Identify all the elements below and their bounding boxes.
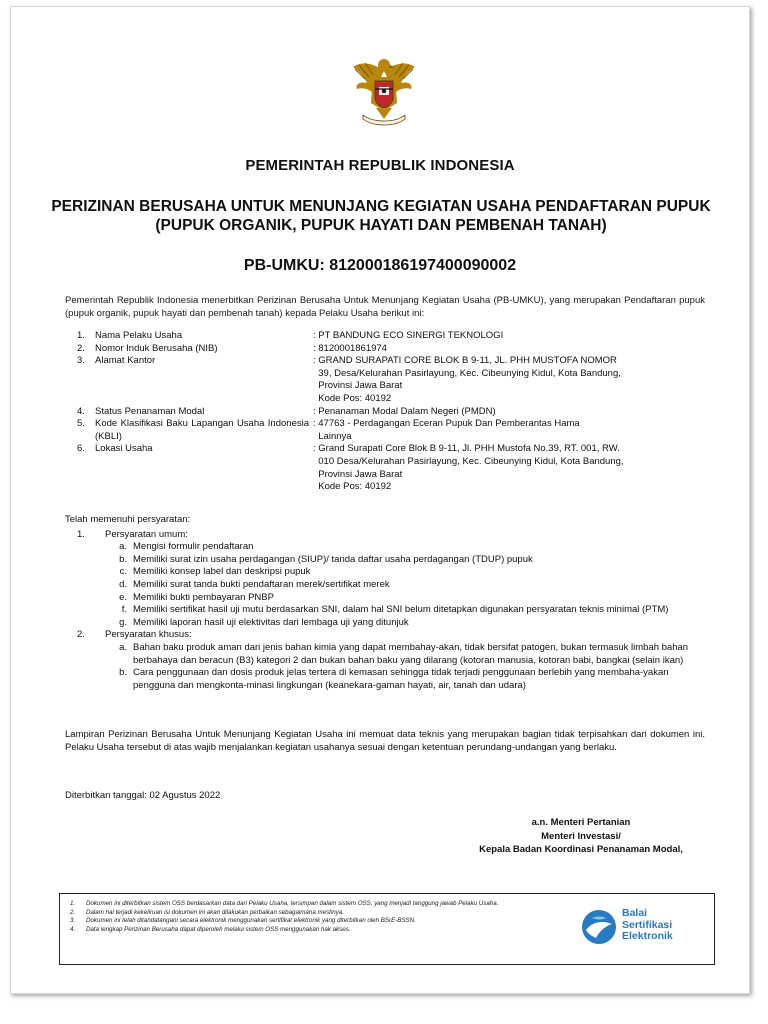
- footer-note: [70, 917, 550, 926]
- field-row: [65, 343, 705, 356]
- requirement-item: [115, 554, 705, 567]
- field-label: Alamat Kantor: [95, 355, 156, 367]
- closing-paragraph: Lampiran Perizinan Berusaha Untuk Menunjang Kegiatan Usaha ini memuat data teknis yang merupakan bagian tidak terpisahkan dari dokumen ini. Pelaku Usaha tersebut di atas wajib menjalankan kegiatan usahanya sesuai dengan ketentuan perundang-undangan yang berlaku.: [65, 729, 705, 753]
- note-number: 4.: [70, 925, 76, 933]
- field-value-line: 010 Desa/Kelurahan Pasirlayung, Kec. Cibeunying Kidul, Kota Bandung,: [313, 455, 624, 467]
- field-row: [65, 330, 705, 343]
- intro-paragraph: Pemerintah Republik Indonesia menerbitkan Perizinan Berusaha Untuk Menunjang Kegiatan Usaha (PB-UMKU), yang merupakan Pendaftaran pupuk (pupuk organik, pupuk hayati dan pembenah tanah) kepada Pelaku Usaha berikut ini:: [65, 295, 705, 319]
- requirement-group: [65, 629, 705, 692]
- field-label: Nama Pelaku Usaha: [95, 330, 183, 341]
- field-value: [313, 330, 705, 343]
- logo-line: Sertifikasi: [622, 918, 673, 931]
- footer-note: [70, 900, 550, 909]
- field-number: 1.: [77, 330, 85, 341]
- globe-icon: [580, 908, 618, 946]
- signature-line-3: Kepala Badan Koordinasi Penanaman Modal,: [479, 844, 683, 855]
- requirement-group-body: [95, 529, 705, 630]
- requirement-item: [115, 566, 705, 579]
- field-number: 5.: [77, 418, 85, 430]
- document-title: PERIZINAN BERUSAHA UNTUK MENUNJANG KEGIATAN USAHA PENDAFTARAN PUPUK (PUPUK ORGANIK, PUPUK HAYATI DAN PEMBENAH TANAH): [51, 198, 711, 234]
- requirement-item: [115, 592, 705, 605]
- item-text: Memiliki konsep label dan deskripsi pupuk: [133, 566, 311, 578]
- item-text: Memiliki surat izin usaha perdagangan (SIUP)/ tanda daftar usaha perdagangan (TDUP) pupuk: [133, 553, 533, 565]
- field-number: 4.: [77, 405, 85, 417]
- requirement-item: [115, 642, 705, 667]
- bsre-logo: [580, 906, 700, 952]
- field-value: [313, 443, 705, 493]
- field-value-line: 39, Desa/Kelurahan Pasirlayung, Kec. Cibeunying Kidul, Kota Bandung,: [313, 367, 621, 379]
- field-value-line: Provinsi Jawa Barat: [313, 468, 403, 480]
- field-value-line: : 47763 - Perdagangan Eceran Pupuk Dan Pemberantas Hama: [313, 418, 580, 430]
- note-text: Dokumen ini telah ditandatangani secara elektronik menggunakan sertifikat elektronik yang diterbitkan oleh BSrE-BSSN.: [86, 917, 416, 925]
- requirement-group-body: [95, 629, 705, 692]
- item-letter: d.: [119, 578, 127, 590]
- logo-line: Balai: [622, 907, 648, 919]
- field-number: 2.: [77, 342, 85, 354]
- field-value: [313, 418, 705, 443]
- item-letter: b.: [119, 553, 127, 565]
- field-value-line: Kode Pos: 40192: [313, 392, 392, 404]
- issue-date: Diterbitkan tanggal: 02 Agustus 2022: [65, 790, 221, 801]
- item-text: Memiliki bukti pembayaran PNBP: [133, 591, 274, 603]
- item-text: Memiliki laporan hasil uji elektivitas dari lembaga uji yang ditunjuk: [133, 616, 409, 628]
- note-text: Data lengkap Perizinan Berusaha dapat diperoleh melalui sistem OSS menggunakan hak akses.: [86, 925, 351, 933]
- note-number: 3.: [70, 917, 76, 925]
- field-row: [65, 443, 705, 493]
- field-number: 6.: [77, 443, 85, 455]
- field-label: Status Penanaman Modal: [95, 405, 205, 417]
- field-value-line: Provinsi Jawa Barat: [313, 380, 403, 392]
- field-value-line: : Penanaman Modal Dalam Negeri (PMDN): [313, 405, 496, 417]
- item-text: Memiliki sertifikat hasil uji mutu berdasarkan SNI, dalam hal SNI belum ditetapkan digunakan persyaratan teknis minimal (PTM): [133, 604, 669, 616]
- pb-umku-number: PB-UMKU: 812000186197400090002: [243, 257, 517, 274]
- document-page: [10, 6, 750, 994]
- requirement-group-number: 2.: [77, 629, 85, 641]
- item-letter: f.: [121, 604, 127, 616]
- field-value-line: Kode Pos: 40192: [313, 481, 392, 493]
- note-number: 2.: [70, 908, 76, 916]
- field-value: [313, 343, 705, 356]
- requirement-item: [115, 617, 705, 630]
- requirement-group: [65, 529, 705, 630]
- item-letter: e.: [119, 591, 127, 603]
- note-text: Dokumen ini diterbitkan sistem OSS berdasarkan data dari Pelaku Usaha, tersimpan dalam sistem OSS, yang menjadi tanggung jawab Pelaku Usaha.: [86, 900, 499, 907]
- field-value-line: : GRAND SURAPATI CORE BLOK B 9-11, JL. PHH MUSTOFA NOMOR: [313, 355, 617, 367]
- field-label: Lokasi Usaha: [95, 443, 153, 455]
- field-row: [65, 418, 705, 443]
- field-value-line: : PT BANDUNG ECO SINERGI TEKNOLOGI: [313, 330, 504, 341]
- requirement-group-title: Persyaratan umum:: [105, 528, 188, 540]
- field-number: 3.: [77, 355, 85, 367]
- field-label: Nomor Induk Berusaha (NIB): [95, 342, 218, 354]
- footer-note: [70, 926, 550, 935]
- field-value-line: : 8120001861974: [313, 342, 387, 354]
- requirement-group-number: 1.: [77, 528, 85, 540]
- bsre-logo-text: [622, 908, 673, 943]
- item-letter: a.: [119, 641, 127, 653]
- item-text: Bahan baku produk aman dari jenis bahan kimia yang dapat membahay-akan, tidak bersifat patogen, bukan termasuk limbah bahan berbahaya dan beracun (B3) kategori 2 dan bukan bahan baku yang dilarang (kotoran manusia, kotoran babi, bangkai (selain ikan): [133, 641, 689, 666]
- item-letter: b.: [119, 667, 127, 679]
- field-row: [65, 355, 705, 405]
- note-number: 1.: [70, 900, 76, 907]
- signature-line-1: a.n. Menteri Pertanian: [531, 817, 631, 828]
- note-text: Dalam hal terjadi kekeliruan isi dokumen ini akan dilakukan perbaikan sebagaimana mestinya.: [86, 908, 344, 916]
- field-value-line: : Grand Surapati Core Blok B 9-11, Jl. PHH Mustofa No.39, RT. 001, RW.: [313, 443, 620, 455]
- logo-line: Elektronik: [622, 930, 673, 942]
- item-text: Mengisi formulir pendaftaran: [133, 541, 254, 553]
- item-letter: c.: [119, 566, 127, 578]
- item-text: Memiliki surat tanda bukti pendaftaran merek/sertifikat merek: [133, 578, 390, 590]
- footer-note: [70, 909, 550, 918]
- business-details: [65, 330, 705, 494]
- signature-line-2: Menteri Investasi/: [541, 830, 621, 842]
- signature-block: [451, 816, 711, 857]
- item-letter: a.: [119, 541, 127, 553]
- field-value: [313, 406, 705, 419]
- requirement-item: [115, 604, 705, 617]
- requirement-group-title: Persyaratan khusus:: [105, 629, 192, 641]
- requirement-item: [115, 541, 705, 554]
- field-value: [313, 355, 705, 405]
- footer-notes: [70, 900, 550, 934]
- government-heading: PEMERINTAH REPUBLIK INDONESIA: [245, 157, 515, 174]
- requirement-item: [115, 667, 705, 692]
- item-letter: g.: [119, 616, 127, 628]
- footer-box: [59, 893, 715, 965]
- field-label: Kode Klasifikasi Baku Lapangan Usaha Indonesia (KBLI): [95, 418, 309, 442]
- requirement-item: [115, 579, 705, 592]
- garuda-emblem-icon: [349, 53, 419, 127]
- requirements-intro: Telah memenuhi persyaratan:: [65, 514, 191, 525]
- item-text: Cara penggunaan dan dosis produk jelas tertera di kemasan sehingga tidak terjadi penggunaan berlebih yang membaha-yakan pengguna dan mengkonta-minasi lingkungan (keanekara-gaman hayati, air, tanah dan udara): [133, 667, 669, 691]
- requirements-section: [65, 514, 705, 692]
- field-value-line: Lainnya: [313, 430, 352, 442]
- field-row: [65, 406, 705, 419]
